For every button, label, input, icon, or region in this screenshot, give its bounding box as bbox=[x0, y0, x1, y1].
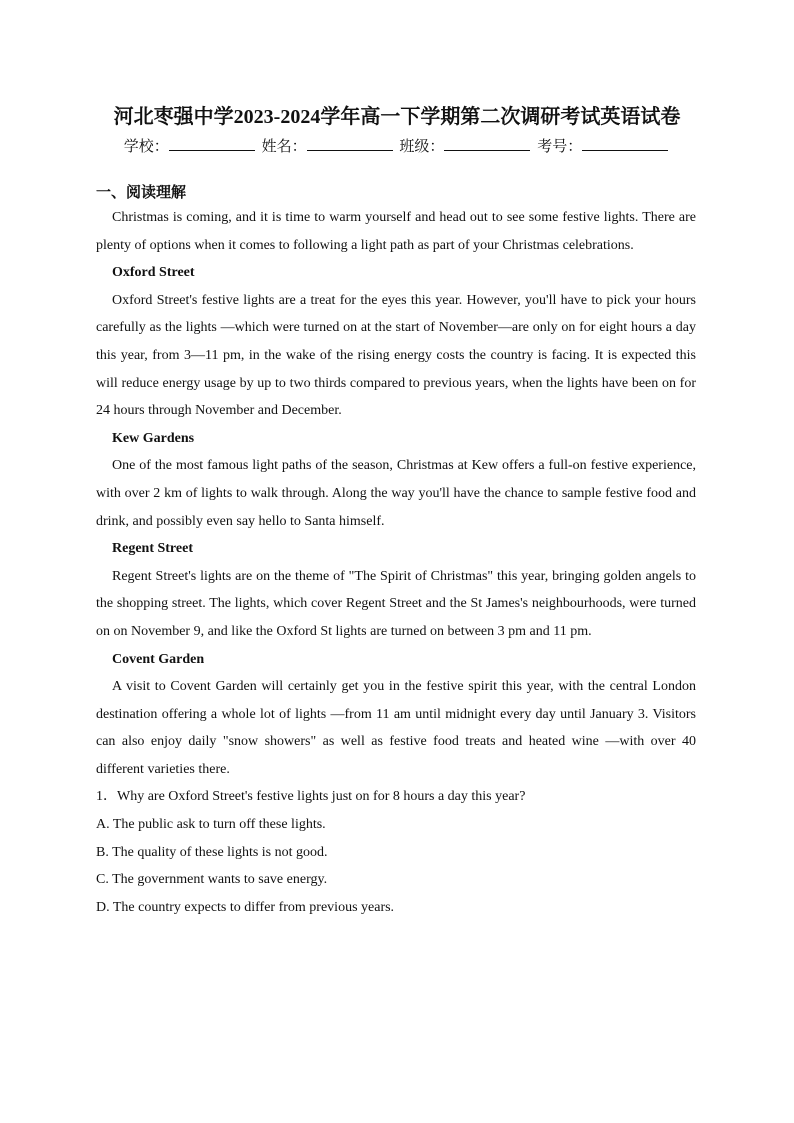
question-number: 1． bbox=[96, 789, 117, 805]
school-blank[interactable] bbox=[169, 135, 255, 151]
passage-heading-covent-garden: Covent Garden bbox=[112, 651, 205, 667]
section-title: 一、阅读理解 bbox=[96, 183, 187, 201]
option-b[interactable]: B. The quality of these lights is not good. bbox=[96, 844, 328, 860]
passage-intro: Christmas is coming, and it is time to warm yourself and head out to see some festive lights. There are plenty of options when it comes to following a light path as part of your Christmas celebrations. bbox=[96, 210, 696, 253]
name-blank[interactable] bbox=[307, 135, 393, 151]
passage-heading-regent-street: Regent Street bbox=[112, 541, 193, 557]
class-label: 班级： bbox=[399, 137, 445, 155]
option-d[interactable]: D. The country expects to differ from previous years. bbox=[96, 899, 395, 915]
passage-paragraph-oxford-street: Oxford Street's festive lights are a treat for the eyes this year. However, you'll have to pick your hours carefully as the lights —which were turned on at the start of November—are only on for eight hours a day this year, from 3—11 pm, in the wake of the rising energy costs the country is facing. It is expected this will reduce energy usage by up to two thirds compared to previous years, when the lights have been on for 24 hours through November and December. bbox=[96, 292, 696, 419]
passage-paragraph-covent-garden: A visit to Covent Garden will certainly get you in the festive spirit this year, with the central London destination offering a whole lot of lights —from 11 am until midnight every day until January 3. Visitors can also enjoy daily "snow showers" as well as festive food treats and heated wine —with over 40 different varieties there. bbox=[96, 679, 696, 777]
option-a[interactable]: A. The public ask to turn off these lights. bbox=[96, 817, 326, 833]
exam-content bbox=[96, 180, 696, 921]
passage-paragraph-kew-gardens: One of the most famous light paths of the season, Christmas at Kew offers a full-on festive experience, with over 2 km of lights to walk through. Along the way you'll have the chance to sample festive food and drink, and possibly even say hello to Santa himself. bbox=[96, 458, 696, 529]
exam-number-blank[interactable] bbox=[582, 135, 668, 151]
exam-number-label: 考号： bbox=[537, 137, 583, 155]
name-label: 姓名： bbox=[261, 137, 307, 155]
student-info-line bbox=[0, 135, 794, 156]
exam-title: 河北枣强中学2023-2024学年高一下学期第二次调研考试英语试卷 bbox=[113, 106, 681, 128]
question-text: Why are Oxford Street's festive lights just on for 8 hours a day this year? bbox=[117, 789, 526, 805]
option-c[interactable]: C. The government wants to save energy. bbox=[96, 872, 328, 888]
passage-heading-oxford-street: Oxford Street bbox=[112, 265, 195, 281]
school-label: 学校： bbox=[123, 137, 169, 155]
question-1 bbox=[96, 783, 696, 811]
class-blank[interactable] bbox=[444, 135, 530, 151]
passage-heading-kew-gardens: Kew Gardens bbox=[112, 430, 195, 446]
passage-paragraph-regent-street: Regent Street's lights are on the theme of "The Spirit of Christmas" this year, bringing golden angels to the shopping street. The lights, which cover Regent Street and the St James's neighbourhoods, were turned on on November 9, and like the Oxford St lights are turned on between 3 pm and 11 pm. bbox=[96, 568, 696, 639]
